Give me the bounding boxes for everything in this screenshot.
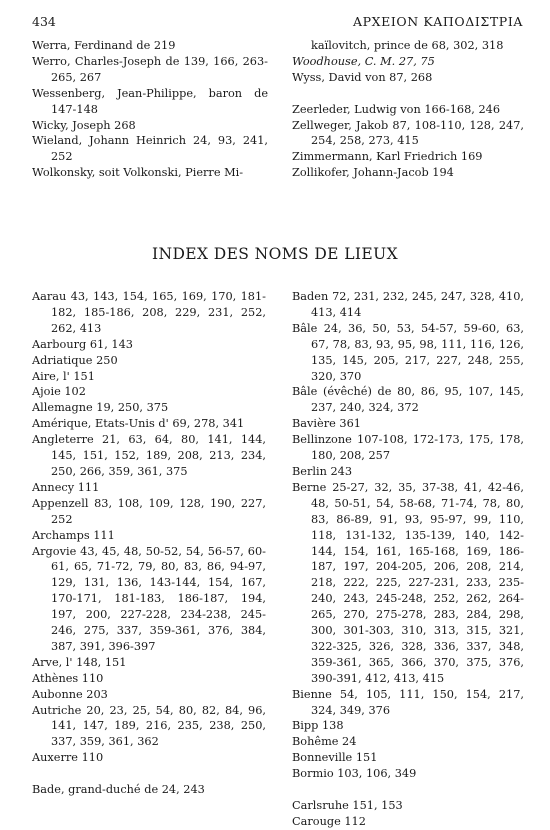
index-entry: Aubonne 203 [32, 687, 108, 701]
index-entry: Wyss, David von 87, 268 [292, 70, 433, 84]
index-entry: Argovie 43, 45, 48, 50-52, 54, 56-57, 60-61, 65, 71-72, 79, 80, 83, 86, 94-97, 129, 131, 136, 143-144, 154, 167, 170-171, 181-183, 186-187, 194, 197, 200, 227-228, 234-238, 245-246, 275, 337, 359-361, 376, 384, 387, 391, 396-397 [32, 544, 266, 653]
index-entry: Bellinzone 107-108, 172-173, 175, 178, 180, 208, 257 [292, 433, 524, 463]
index-entry: Baden 72, 231, 232, 245, 247, 328, 410, 413, 414 [292, 290, 524, 319]
index-entry: Appenzell 83, 108, 109, 128, 190, 227, 252 [32, 496, 266, 526]
index-entry: Carlsruhe 151, 153 [292, 798, 403, 812]
index-entry: Bavière 361 [292, 417, 361, 431]
index-entry: Archamps 111 [32, 528, 115, 542]
index-entry: Werro, Charles-Joseph de 139, 166, 263-265, 267 [32, 54, 268, 84]
places-index-heading: INDEX DES NOMS DE LIEUX [151, 245, 399, 263]
index-entry: Angleterre 21, 63, 64, 80, 141, 144, 145, 151, 152, 189, 208, 213, 234, 250, 266, 359, 361, 375 [32, 433, 266, 478]
index-entry: Berne 25-27, 32, 35, 37-38, 41, 42-46, 48, 50-51, 54, 58-68, 71-74, 78, 80, 83, 86-89, 91, 93, 95-97, 99, 110, 118, 131-132, 135-139, 140, 142-144, 154, 161, 165-168, 169, 186-187, 197, 204-205, 206, 208, 214, 218, 222, 225, 227-231, 233, 235-240, 243, 245-248, 252, 262, 264-265, 270, 275-278, 283, 284, 298, 300, 301-303, 310, 313, 315, 321, 322-325, 326, 328, 336, 337, 348, 359-361, 365, 366, 370, 375, 376, 390-391, 412, 413, 415 [292, 480, 524, 685]
page-number: 434 [32, 14, 56, 29]
index-entry: Bonneville 151 [292, 751, 378, 765]
index-entry: Bienne 54, 105, 111, 150, 154, 217, 324, 349, 376 [292, 687, 524, 717]
index-entry: Zellweger, Jakob 87, 108-110, 128, 247, 254, 258, 273, 415 [292, 118, 524, 148]
places-index-left-column [32, 289, 266, 798]
index-entry: Auxerre 110 [32, 751, 104, 765]
index-entry: Berlin 243 [292, 464, 353, 478]
index-entry: Adriatique 250 [32, 353, 118, 367]
index-entry: Autriche 20, 23, 25, 54, 80, 82, 84, 96, 141, 147, 189, 216, 235, 238, 250, 337, 359, 361, 362 [32, 703, 266, 749]
index-entry: Ajoie 102 [32, 385, 86, 399]
index-entry: Carouge 112 [292, 814, 366, 828]
running-title: ΑΡΧΕΙΟΝ ΚΑΠΟΔΙΣΤΡΙΑ [353, 14, 523, 29]
index-entry: Athènes 110 [32, 671, 104, 685]
index-entry: Aire, l' 151 [32, 369, 95, 383]
index-entry: Bâle (évêché) de 80, 86, 95, 107, 145, 237, 240, 324, 372 [292, 385, 524, 415]
index-entry: Werra, Ferdinand de 219 [32, 39, 176, 52]
persons-index-left-column [32, 38, 268, 181]
index-entry: Wolkonsky, soit Volkonski, Pierre Mi- [32, 166, 244, 180]
index-entry: Bâle 24, 36, 50, 53, 54-57, 59-60, 63, 67, 78, 83, 93, 95, 98, 111, 116, 126, 135, 145, 205, 217, 227, 248, 255, 320, 370 [292, 321, 524, 383]
index-entry: Arve, l' 148, 151 [32, 655, 127, 669]
index-entry: Zeerleder, Ludwig von 166-168, 246 [292, 102, 501, 116]
index-entry: Bipp 138 [292, 719, 344, 733]
index-entry: Wieland, Johann Heinrich 24, 93, 241, 252 [32, 134, 268, 164]
index-entry: Aarbourg 61, 143 [32, 337, 133, 351]
index-entry: Zimmermann, Karl Friedrich 169 [292, 150, 483, 164]
index-entry: Aarau 43, 143, 154, 165, 169, 170, 181-182, 185-186, 208, 229, 231, 252, 262, 413 [32, 290, 266, 335]
index-entry: kaïlovitch, prince de 68, 302, 318 [311, 39, 504, 52]
index-entry: Bohême 24 [292, 735, 357, 749]
index-entry: Allemagne 19, 250, 375 [32, 401, 169, 415]
index-entry: Wicky, Joseph 268 [32, 118, 136, 132]
index-entry: Woodhouse, C. M. 27, 75 [292, 54, 435, 68]
places-index-right-column [292, 289, 524, 830]
index-entry: Wessenberg, Jean-Philippe, baron de 147-148 [32, 86, 268, 116]
index-entry: Zollikofer, Johann-Jacob 194 [292, 166, 454, 180]
index-entry: Annecy 111 [32, 480, 100, 494]
persons-index-right-column [292, 38, 524, 181]
index-entry: Amérique, Etats-Unis d' 69, 278, 341 [32, 417, 245, 431]
index-entry: Bade, grand-duché de 24, 243 [32, 783, 205, 797]
index-entry: Bormio 103, 106, 349 [292, 767, 417, 781]
